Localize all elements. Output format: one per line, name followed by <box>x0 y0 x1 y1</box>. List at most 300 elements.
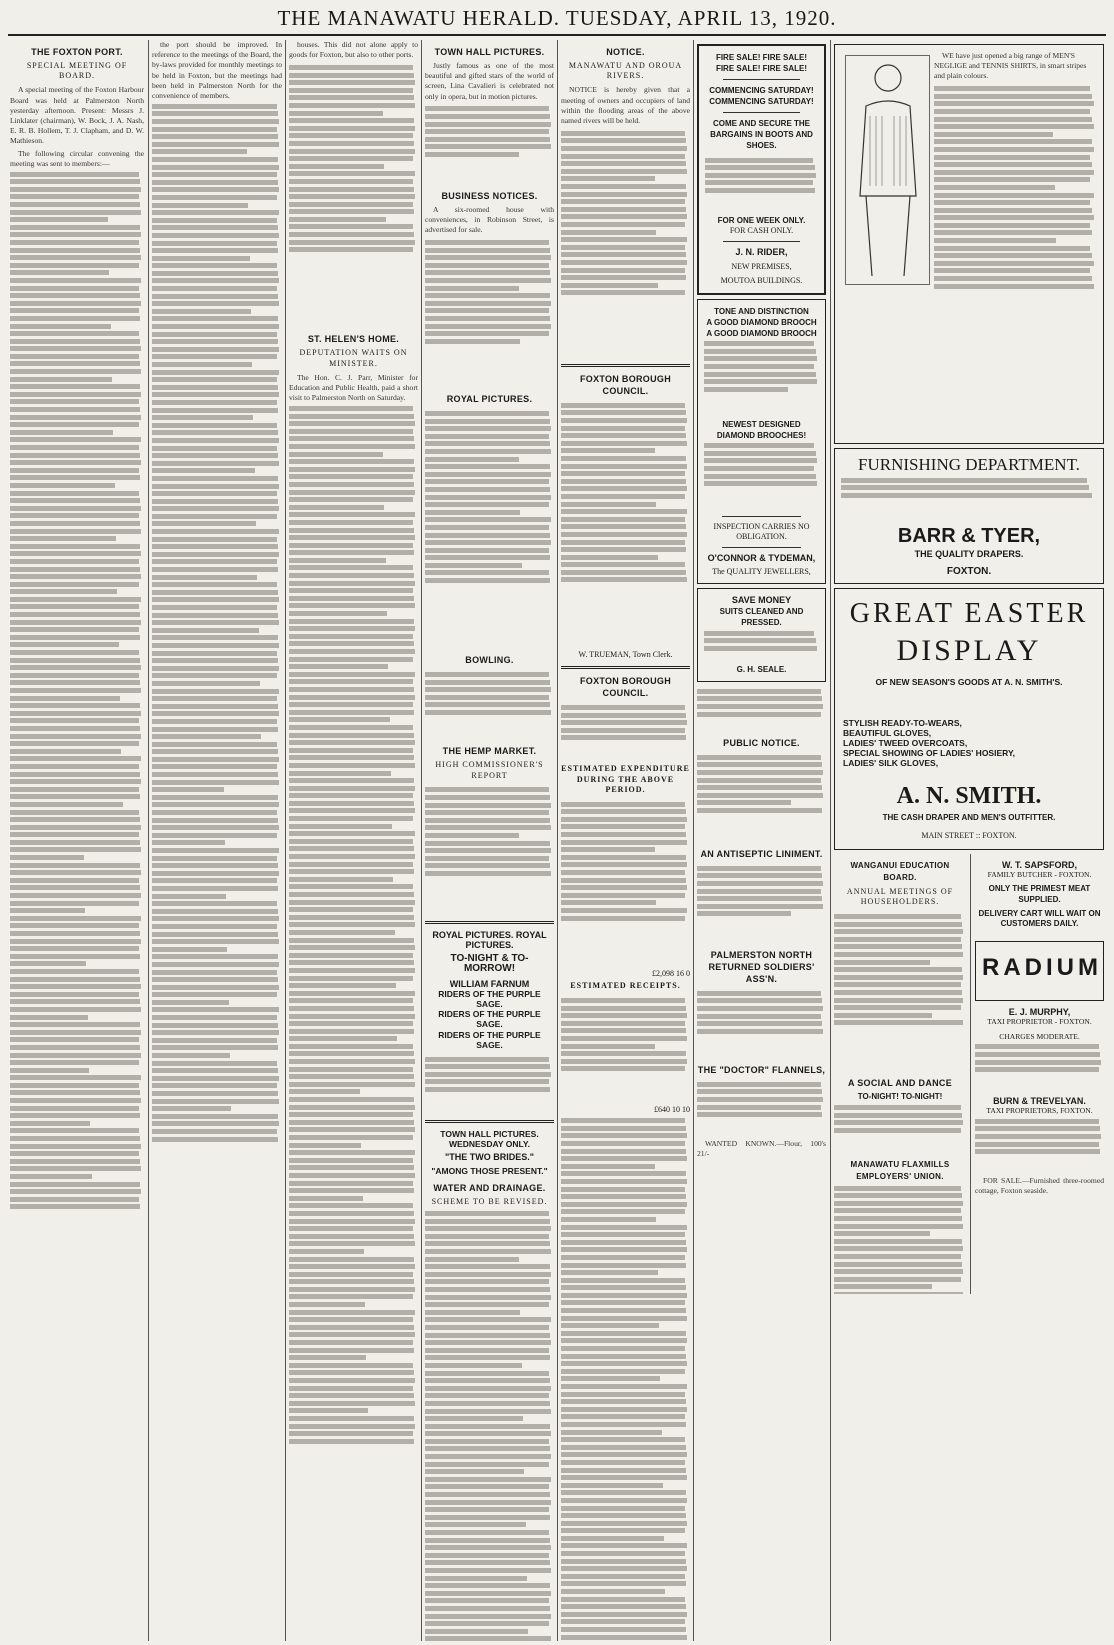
ad-text: NEW PREMISES, <box>731 262 792 272</box>
text-line <box>289 657 413 662</box>
text-line <box>975 1044 1099 1049</box>
text-line <box>10 1053 141 1058</box>
text-line <box>289 1294 413 1299</box>
text-line <box>561 283 658 288</box>
column-rule <box>557 40 558 1641</box>
text-line <box>152 863 278 868</box>
text-line <box>10 642 119 647</box>
text-line <box>975 1149 1100 1154</box>
text-line <box>697 793 823 798</box>
text-line <box>289 1219 415 1224</box>
text-line <box>152 392 279 397</box>
article-heading: ST. HELEN'S HOME. <box>307 334 400 345</box>
text-line <box>10 779 141 784</box>
text-line <box>152 924 277 929</box>
text-line <box>561 1361 687 1366</box>
text-line <box>289 1355 366 1360</box>
text-line <box>704 372 816 377</box>
text-line <box>425 1287 550 1292</box>
text-line <box>289 1226 413 1231</box>
text-line <box>561 570 686 575</box>
text-line <box>10 832 139 837</box>
text-line <box>705 173 816 178</box>
text-line <box>152 582 277 587</box>
ad-heading: BARR & TYER, <box>897 525 1041 547</box>
text-line <box>425 1249 551 1254</box>
text-line <box>425 487 550 492</box>
text-line <box>561 403 685 408</box>
text-line <box>152 772 278 777</box>
text-line <box>10 1144 141 1149</box>
text-line <box>10 331 139 336</box>
text-line <box>561 1551 685 1556</box>
text-line <box>561 1006 686 1011</box>
text-line <box>561 817 687 822</box>
text-line <box>425 1598 549 1603</box>
text-line <box>561 916 685 921</box>
text-line <box>561 192 687 197</box>
ad-heading: "AMONG THOSE PRESENT." <box>431 1165 548 1176</box>
text-line <box>289 763 415 768</box>
text-line <box>425 339 520 344</box>
text-line <box>10 483 115 488</box>
text-line <box>289 1150 415 1155</box>
text-line <box>10 453 140 458</box>
text-line <box>425 278 551 283</box>
text-line <box>425 863 550 868</box>
ad-heading: J. N. RIDER, <box>735 247 788 258</box>
text-line <box>289 179 413 184</box>
text-line <box>289 1067 413 1072</box>
text-line <box>561 517 685 522</box>
text-line <box>10 726 140 731</box>
ad-text: INSPECTION CARRIES NO OBLIGATION. <box>713 521 810 541</box>
text-line <box>10 597 141 602</box>
text-line <box>289 111 383 116</box>
text-line <box>10 1075 141 1080</box>
text-line <box>152 689 279 694</box>
text-line <box>289 1257 414 1262</box>
text-line <box>425 1386 551 1391</box>
text-line <box>10 369 141 374</box>
text-line <box>152 681 260 686</box>
text-line <box>561 1331 686 1336</box>
text-line <box>425 1492 550 1497</box>
text-line <box>10 999 140 1004</box>
text-line <box>697 1112 822 1117</box>
text-line <box>289 869 414 874</box>
text-line <box>152 142 279 147</box>
text-line <box>289 771 391 776</box>
text-line <box>152 256 250 261</box>
text-line <box>289 1029 414 1034</box>
text-line <box>704 451 816 456</box>
text-line <box>934 238 1056 243</box>
text-line <box>561 1566 687 1571</box>
ad-line: SPECIAL SHOWING OF LADIES' HOSIERY, <box>843 748 1016 759</box>
text-line <box>561 1513 686 1518</box>
text-line <box>425 1591 551 1596</box>
text-line <box>10 1197 139 1202</box>
text-line <box>561 720 687 725</box>
text-line <box>425 1310 520 1315</box>
text-line <box>10 908 85 913</box>
text-line <box>561 199 685 204</box>
text-line <box>10 1151 139 1156</box>
text-line <box>834 1231 930 1236</box>
text-line <box>289 702 413 707</box>
text-line <box>704 379 817 384</box>
text-line <box>152 187 279 192</box>
body-text-lines <box>425 1211 554 1641</box>
text-line <box>425 1469 524 1474</box>
text-line <box>152 947 227 952</box>
text-line <box>834 1262 962 1267</box>
text-line <box>425 1257 519 1262</box>
text-line <box>152 628 259 633</box>
text-line <box>10 840 140 845</box>
text-line <box>10 855 84 860</box>
text-line <box>289 687 414 692</box>
column-7 <box>834 40 1104 1641</box>
text-line <box>561 237 687 242</box>
text-line <box>561 1346 685 1351</box>
text-line <box>934 117 1092 122</box>
text-line <box>289 1135 413 1140</box>
text-line <box>152 149 247 154</box>
text-line <box>152 894 226 899</box>
text-line <box>425 479 549 484</box>
body-text-lines <box>697 686 826 731</box>
text-line <box>289 1196 363 1201</box>
text-line <box>561 1498 687 1503</box>
body-text-lines <box>561 995 690 1105</box>
text-line <box>425 1295 551 1300</box>
article-heading: THE FOXTON PORT. <box>31 47 123 57</box>
text-line <box>561 176 655 181</box>
column-rule <box>285 40 286 1641</box>
text-line <box>561 1270 658 1275</box>
text-line <box>697 704 823 709</box>
text-line <box>704 443 814 448</box>
text-line <box>425 555 550 560</box>
text-line <box>10 422 139 427</box>
classifieds-right <box>970 854 1104 1294</box>
text-line <box>561 1118 685 1123</box>
text-line <box>10 240 139 245</box>
text-line <box>152 203 248 208</box>
ad-text: TAXI PROPRIETOR - FOXTON. <box>987 1017 1092 1027</box>
text-line <box>425 1325 549 1330</box>
text-line <box>561 1445 686 1450</box>
text-line <box>425 1348 549 1353</box>
text-line <box>425 1500 551 1505</box>
text-line <box>10 741 139 746</box>
text-line <box>704 646 817 651</box>
text-line <box>425 833 519 838</box>
text-line <box>10 1166 141 1171</box>
notice-heading: FOXTON BOROUGH COUNCIL. <box>579 374 672 397</box>
text-line <box>152 377 277 382</box>
text-line <box>834 998 963 1003</box>
text-line <box>10 301 141 306</box>
text-line <box>10 293 140 298</box>
text-line <box>152 1030 279 1035</box>
text-line <box>934 155 1090 160</box>
text-line <box>152 1007 279 1012</box>
text-line <box>152 362 252 367</box>
text-line <box>289 1044 413 1049</box>
text-line <box>561 1232 685 1237</box>
text-line <box>289 171 415 176</box>
article-subheading: DEPUTATION WAITS ON MINISTER. <box>299 348 408 368</box>
text-line <box>561 1635 687 1640</box>
text-line <box>10 916 141 921</box>
text-line <box>10 810 139 815</box>
text-line <box>425 240 549 245</box>
text-line <box>834 922 962 927</box>
text-line <box>561 1263 686 1268</box>
text-line <box>289 1431 413 1436</box>
text-line <box>425 1234 549 1239</box>
text-line <box>561 1589 665 1594</box>
text-line <box>289 1089 360 1094</box>
text-line <box>289 141 414 146</box>
notice-heading: NOTICE. <box>606 47 645 57</box>
text-line <box>10 696 120 701</box>
text-line <box>152 590 278 595</box>
text-line <box>289 1105 415 1110</box>
text-line <box>934 246 1090 251</box>
text-line <box>561 1354 686 1359</box>
text-line <box>152 514 277 519</box>
article-paragraph: A six-roomed house with conveniences, in Robinson Street, is advertised for sale. <box>425 204 554 235</box>
text-line <box>152 1137 278 1142</box>
ad-heading: TOWN HALL PICTURES. WEDNESDAY ONLY. <box>440 1129 539 1150</box>
text-line <box>425 563 522 568</box>
text-line <box>975 1126 1100 1131</box>
text-line <box>289 528 414 533</box>
masthead-rule <box>8 34 1106 36</box>
text-line <box>152 165 279 170</box>
ad-line: LADIES' TWEED OVERCOATS, <box>843 738 968 749</box>
text-line <box>834 1269 963 1274</box>
text-line <box>934 200 1090 205</box>
text-line <box>425 1333 550 1338</box>
text-line <box>10 939 141 944</box>
man-illustration <box>845 55 930 285</box>
text-line <box>425 1272 551 1277</box>
text-line <box>934 170 1094 175</box>
text-line <box>10 559 139 564</box>
divider <box>425 921 554 924</box>
text-line <box>10 658 140 663</box>
text-line <box>152 1076 279 1081</box>
text-line <box>152 643 279 648</box>
ad-heading: FOR ONE WEEK ONLY. <box>717 216 806 225</box>
text-line <box>561 1202 687 1207</box>
body-text-lines <box>561 702 690 762</box>
text-line <box>10 984 141 989</box>
text-line <box>561 1506 685 1511</box>
text-line <box>561 433 686 438</box>
text-line <box>425 248 550 253</box>
text-line <box>152 339 278 344</box>
text-line <box>834 1105 961 1110</box>
text-line <box>152 992 277 997</box>
text-line <box>697 770 823 775</box>
text-line <box>289 619 414 624</box>
text-line <box>934 253 1092 258</box>
text-line <box>289 240 415 245</box>
text-line <box>152 309 251 314</box>
text-line <box>289 565 413 570</box>
text-line <box>561 1285 686 1290</box>
text-line <box>10 1098 141 1103</box>
text-line <box>697 904 823 909</box>
text-line <box>289 603 415 608</box>
text-line <box>561 1300 685 1305</box>
article-paragraph: the port should be improved. In reference to the meetings of the Board, the by-laws provided for monthly meetings to be held in Foxton, but the meetings had been held in Palmerston North for the convenience of members. <box>152 40 282 101</box>
text-line <box>152 370 279 375</box>
text-line <box>10 863 140 868</box>
table-total: £2,098 16 0 <box>652 969 690 979</box>
text-line <box>561 1574 685 1579</box>
text-line <box>834 1224 963 1229</box>
text-line <box>561 840 687 845</box>
text-line <box>289 406 413 411</box>
notice-body <box>697 1139 826 1159</box>
article-heading: TOWN HALL PICTURES. <box>434 47 545 57</box>
text-line <box>10 1037 139 1042</box>
text-line <box>705 180 813 185</box>
text-line <box>561 1414 685 1419</box>
text-line <box>289 922 415 927</box>
article-paragraph: Justly famous as one of the most beautiful and gifted stars of the world of screen, Lina Cavalieri is celebrated not only in opera, but in motion pictures. <box>425 61 554 101</box>
text-line <box>561 479 686 484</box>
text-line <box>561 809 686 814</box>
text-line <box>10 847 141 852</box>
text-line <box>10 536 116 541</box>
text-line <box>425 434 549 439</box>
text-line <box>561 1536 664 1541</box>
text-line <box>561 824 685 829</box>
article-body <box>10 85 144 169</box>
text-line <box>152 810 277 815</box>
notice-heading: FOXTON BOROUGH COUNCIL. <box>579 676 672 699</box>
body-text-lines <box>425 408 554 648</box>
text-line <box>289 930 395 935</box>
ad-line: BEAUTIFUL GLOVES, <box>843 727 932 738</box>
text-line <box>975 1067 1099 1072</box>
ad-heading: A. N. SMITH. <box>896 782 1042 809</box>
text-line <box>152 704 278 709</box>
fire-sale-ad <box>697 44 826 295</box>
text-line <box>289 149 415 154</box>
man-figure-icon <box>846 56 931 286</box>
body-text-lines <box>425 1054 554 1114</box>
text-line <box>289 247 413 252</box>
body-text-lines <box>705 155 818 215</box>
notice-heading: MANAWATU FLAXMILLS EMPLOYERS' UNION. <box>850 1159 950 1181</box>
text-line <box>10 225 140 230</box>
text-line <box>152 499 278 504</box>
text-line <box>561 1323 659 1328</box>
text-line <box>289 118 414 123</box>
text-line <box>10 468 139 473</box>
text-line <box>10 589 117 594</box>
text-line <box>289 209 414 214</box>
text-line <box>289 421 415 426</box>
text-line <box>834 1005 961 1010</box>
text-line <box>10 787 139 792</box>
divider <box>723 241 800 242</box>
text-line <box>561 547 686 552</box>
text-line <box>561 464 687 469</box>
text-line <box>425 1629 528 1634</box>
text-line <box>10 946 139 951</box>
text-line <box>152 651 277 656</box>
text-line <box>152 1061 277 1066</box>
text-line <box>289 88 413 93</box>
text-line <box>934 230 1092 235</box>
text-line <box>934 109 1090 114</box>
text-line <box>152 1038 277 1043</box>
text-line <box>289 900 415 905</box>
text-line <box>697 1105 821 1110</box>
text-line <box>561 1308 686 1313</box>
ad-text: THE QUALITY DRAPERS. <box>914 549 1024 559</box>
text-line <box>561 486 687 491</box>
text-line <box>425 1340 551 1345</box>
text-line <box>10 1159 140 1164</box>
text-line <box>289 194 415 199</box>
text-line <box>10 460 141 465</box>
text-line <box>704 466 814 471</box>
text-line <box>289 1310 415 1315</box>
text-line <box>152 696 277 701</box>
text-line <box>289 710 414 715</box>
text-line <box>561 577 687 582</box>
text-line <box>561 138 686 143</box>
text-line <box>289 695 415 700</box>
body-text-lines <box>834 911 966 1071</box>
text-line <box>561 1384 687 1389</box>
text-line <box>697 712 821 717</box>
masthead: THE MANAWATU HERALD. TUESDAY, APRIL 13, 1920. <box>277 6 837 30</box>
text-line <box>289 1408 368 1413</box>
text-line <box>975 1060 1101 1065</box>
text-line <box>152 195 277 200</box>
text-line <box>289 1241 415 1246</box>
text-line <box>289 748 413 753</box>
text-line <box>561 1149 686 1154</box>
text-line <box>289 1051 414 1056</box>
text-line <box>289 95 414 100</box>
body-text-lines <box>561 128 690 358</box>
text-line <box>289 1264 415 1269</box>
divider <box>722 547 801 548</box>
text-line <box>289 976 413 981</box>
text-line <box>425 848 551 853</box>
text-line <box>561 1013 687 1018</box>
text-line <box>425 152 519 157</box>
ad-heading: RIDERS OF THE PURPLE SAGE. <box>438 1029 541 1050</box>
text-line <box>289 664 388 669</box>
ad-heading: WILLIAM FARNUM <box>449 978 530 989</box>
text-line <box>289 1082 415 1087</box>
text-line <box>289 1287 415 1292</box>
